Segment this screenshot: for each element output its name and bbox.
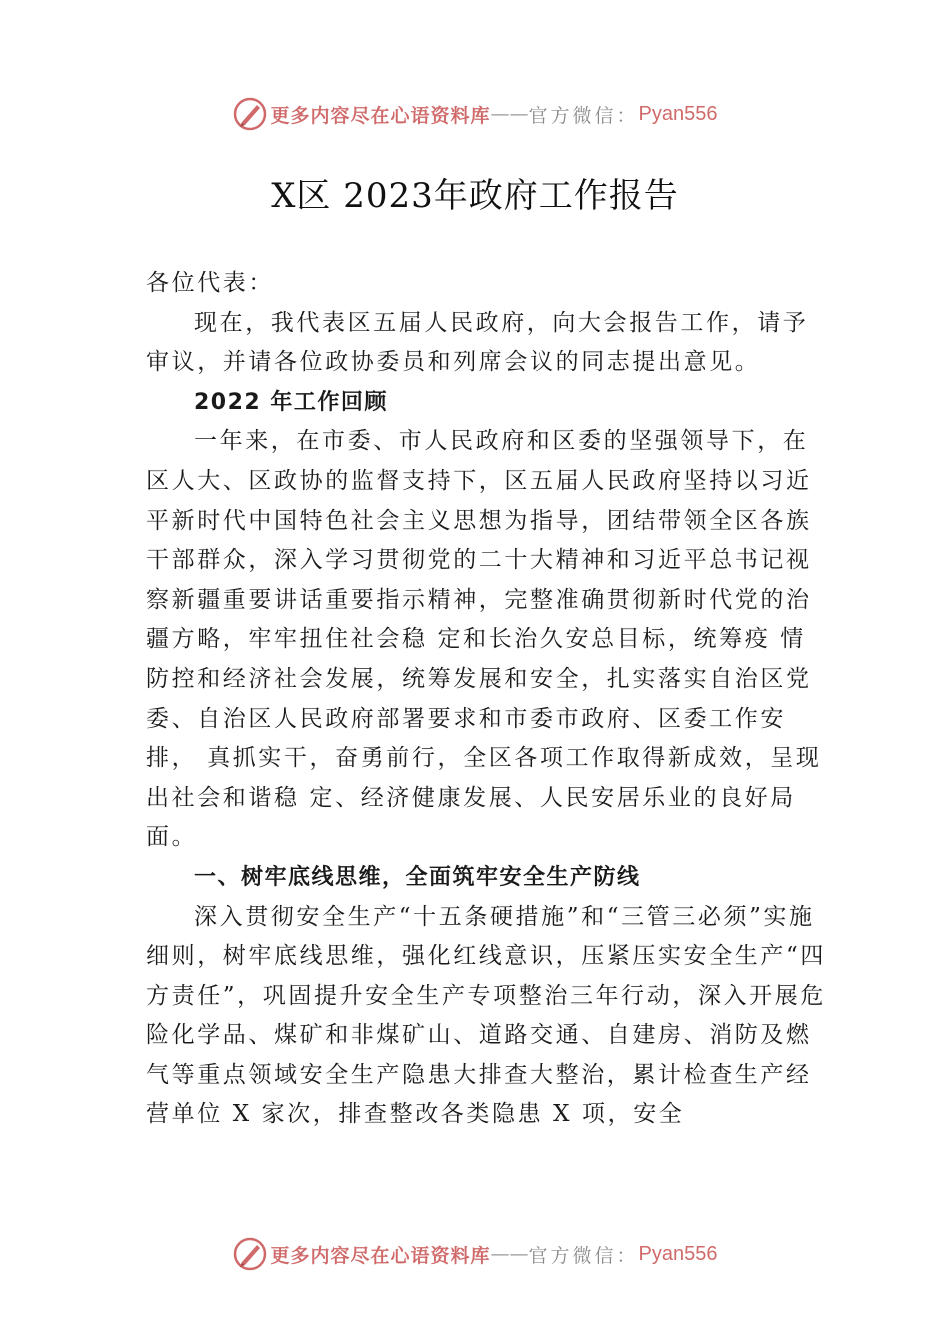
watermark-wechat-id: Pyan556: [638, 1242, 718, 1265]
heading-1: 一、树牢底线思维，全面筑牢安全生产防线: [194, 864, 641, 890]
watermark-header: [0, 96, 950, 132]
watermark-footer: [0, 1236, 950, 1272]
review-paragraph: 一年来，在市委、市人民政府和区委的坚强领导下，在区人大、区政协的监督支持下，区五届人民政府坚持以习近平新时代中国特色社会主义思想为指导，团结带领全区各族干部群众，深入学习贯彻党的二十大精神和习近平总书记视察新疆重要讲话重要指示精神，完整准确贯彻新时代党的治疆方略，牢牢扭住社会稳 定和长治久安总目标，统筹疫 情防控和经济社会发展，统筹发展和安全，扎实落实自治区党委、自治区人民政府部署要求和市委市政府、区委工作安排， 真抓实干，奋勇前行，全区各项工作取得新成效，呈现出社会和谐稳 定、经济健康发展、人民安居乐业的良好局面。: [146, 428, 822, 851]
section-title: 2022 年工作回顾: [194, 389, 388, 415]
intro-paragraph: 现在，我代表区五届人民政府，向大会报告工作，请予审议，并请各位政协委员和列席会议的同志提出意见。: [146, 309, 809, 376]
safety-paragraph: 深入贯彻安全生产“十五条硬措施”和“三管三必须”实施细则，树牢底线思维，强化红线意识，压紧压实安全生产“四方责任”，巩固提升安全生产专项整治三年行动，深入开展危险化学品、煤矿和非煤矿山、道路交通、自建房、消防及燃气等重点领域安全生产隐患大排查大整治，累计检查生产经营单位 X 家次，排查整改各类隐患 X 项，安全: [146, 903, 826, 1128]
watermark-wechat-label: 官方微信：: [528, 104, 639, 127]
watermark-wechat-label: 官方微信：: [528, 1244, 639, 1267]
watermark-separator: ——: [490, 1243, 529, 1265]
watermark-text: 更多内容尽在心语资料库: [270, 1244, 491, 1267]
pen-logo-icon: [233, 1237, 267, 1271]
watermark-separator: ——: [490, 103, 529, 125]
watermark-text: 更多内容尽在心语资料库: [270, 104, 491, 127]
salutation: 各位代表：: [146, 270, 274, 296]
watermark-wechat-id: Pyan556: [638, 102, 718, 125]
document-title: X区 2023年政府工作报告: [271, 176, 679, 216]
document-body: [146, 264, 826, 1135]
pen-logo-icon: [233, 97, 267, 131]
